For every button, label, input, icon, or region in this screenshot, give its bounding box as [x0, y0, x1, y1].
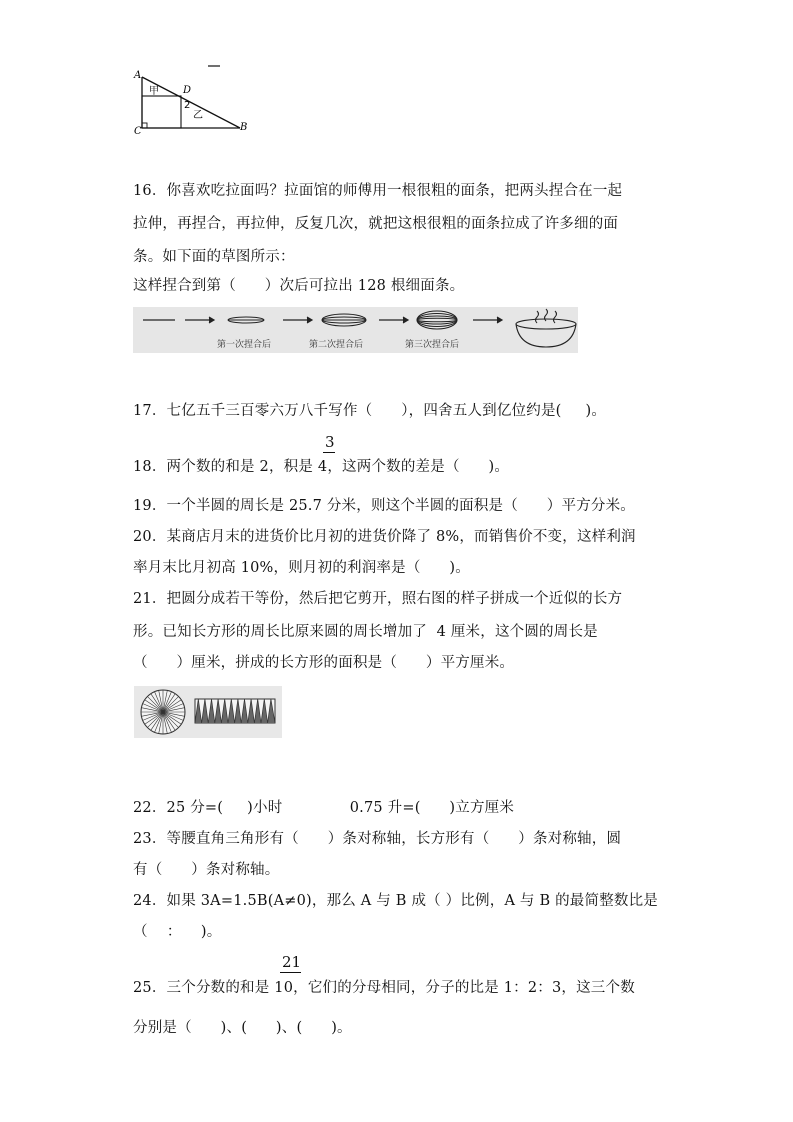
label-c: C — [134, 126, 142, 137]
q18-pre: 18．两个数的和是 2，积是 — [133, 459, 318, 475]
q25-den: 10 — [274, 980, 294, 996]
q25-line1 — [133, 976, 635, 997]
q16-line3: 条。如下面的草图所示： — [133, 249, 295, 265]
q20-line2: 率月末比月初高 10%，则月初的利润率是（ )。 — [133, 560, 470, 576]
triangle-figure — [132, 60, 262, 140]
noodle-stage1-icon — [228, 317, 264, 323]
q23-line1: 23．等腰直角三角形有（ ）条对称轴，长方形有（ ）条对称轴，圆 — [133, 831, 622, 847]
q19-text: 19．一个半圆的周长是 25.7 分米，则这个半圆的面积是（ ）平方分米。 — [133, 498, 636, 514]
noodle-stage3-icon — [417, 311, 457, 329]
label-two: 2 — [184, 100, 191, 111]
noodle-figure — [133, 307, 578, 353]
caption-stage1: 第一次捏合后 — [217, 340, 272, 350]
q25-line2: 分别是（ )、( )、( )。 — [133, 1020, 352, 1036]
divided-circle-icon — [141, 690, 185, 734]
q25-frac-bar — [280, 972, 301, 973]
q18-text — [133, 455, 509, 476]
q21-line2: 形。已知长方形的周长比原来圆的周长增加了 4 厘米，这个圆的周长是 — [133, 624, 598, 640]
q16-line2: 拉伸，再捏合，再拉伸，反复几次，就把这根很粗的面条拉成了许多细的面 — [133, 216, 619, 232]
q25-pre: 25．三个分数的和是 — [133, 980, 275, 996]
noodle-stage2-icon — [322, 314, 366, 326]
q25-frac-num: 21 — [282, 953, 302, 971]
q16-line4: 这样捏合到第（ ）次后可拉出 128 根细面条。 — [133, 278, 465, 294]
caption-stage2: 第二次捏合后 — [309, 340, 364, 350]
label-d: D — [183, 85, 192, 96]
q23-line2: 有（ ）条对称轴。 — [133, 862, 280, 878]
label-jia: 甲 — [149, 86, 159, 97]
q24-line2: （ ： )。 — [133, 924, 222, 940]
q21-line3: （ ）厘米，拼成的长方形的面积是（ ）平方厘米。 — [133, 655, 515, 671]
noodle-bowl-icon — [516, 309, 576, 347]
label-yi: 乙 — [193, 110, 203, 121]
q18-frac-num: 3 — [325, 433, 335, 451]
q16-line1: 16．你喜欢吃拉面吗？拉面馆的师傅用一根很粗的面条，把两头捏合在一起 — [133, 183, 623, 199]
q17-text: 17．七亿五千三百零六万八千写作（ ），四舍五人到亿位约是( )。 — [133, 403, 607, 419]
q24-line1: 24．如果 3A=1.5B(A≠0)，那么 A 与 B 成（ ）比例，A 与 B 的最简整数比是 — [133, 893, 659, 909]
q25-post: ，它们的分母相同，分子的比是 1：2：3，这三个数 — [293, 980, 635, 996]
caption-stage3: 第三次捏合后 — [405, 340, 460, 350]
label-b: B — [240, 122, 248, 133]
q21-line1: 21．把圆分成若干等份，然后把它剪开，照右图的样子拼成一个近似的长方 — [133, 591, 623, 607]
approx-rectangle-icon — [195, 699, 275, 723]
q18-post: ，这两个数的差是（ )。 — [327, 459, 510, 475]
q18-den: 4 — [317, 459, 328, 475]
label-a: A — [134, 70, 142, 81]
q22-text: 22．25 分=( )小时 0.75 升=( )立方厘米 — [133, 800, 515, 816]
q20-line1: 20．某商店月末的进货价比月初的进货价降了 8%，而销售价不变，这样利润 — [133, 529, 636, 545]
q18-frac-bar — [323, 452, 335, 453]
circle-rectangle-figure — [134, 686, 282, 738]
